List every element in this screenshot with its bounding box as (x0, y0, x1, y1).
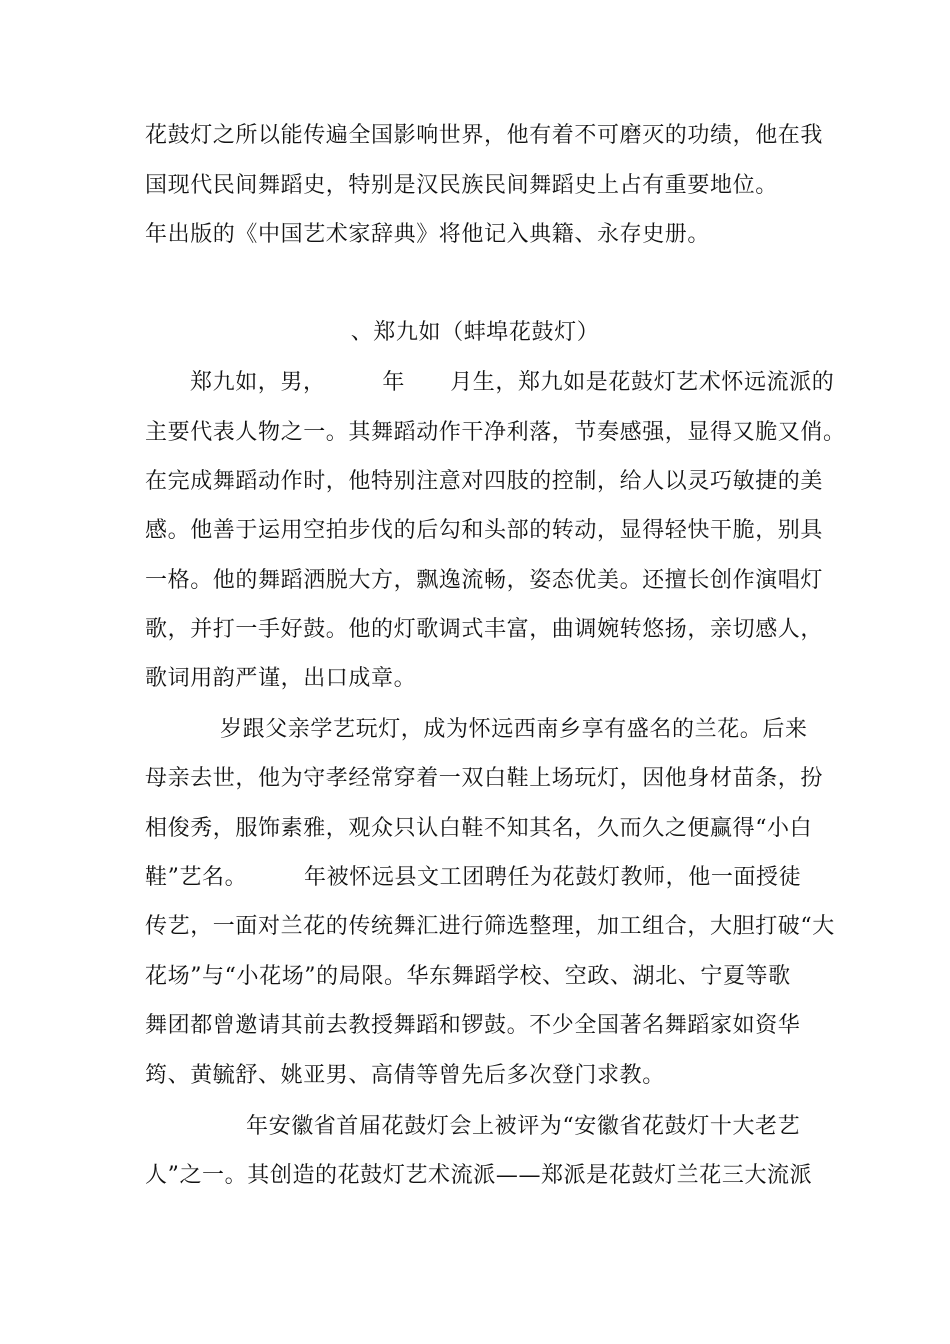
paragraph2-line-5: 传艺，一面对兰花的传统舞汇进行筛选整理，加工组合，大胆打破“大 (145, 914, 835, 939)
section-heading: 、郑九如（蚌埠花鼓灯） (350, 320, 600, 345)
paragraph1-line-6: 歌，并打一手好鼓。他的灯歌调式丰富，曲调婉转悠扬，亲切感人， (145, 617, 824, 642)
paragraph2-line-7: 舞团都曾邀请其前去教授舞蹈和锣鼓。不少全国著名舞蹈家如资华 (145, 1013, 801, 1038)
paragraph2-line-8: 筠、黄毓舒、姚亚男、高倩等曾先后多次登门求教。 (145, 1063, 665, 1088)
intro-line-2: 国现代民间舞蹈史，特别是汉民族民间舞蹈史上占有重要地位。 (145, 173, 778, 198)
paragraph1-line-4: 感。他善于运用空拍步伐的后勾和头部的转动，显得轻快干脆，别具 (145, 518, 824, 543)
paragraph2-line-6: 花场”与“小花场”的局限。华东舞蹈学校、空政、湖北、宁夏等歌 (145, 964, 791, 989)
paragraph1-line-7: 歌词用韵严谨，出口成章。 (145, 666, 417, 691)
paragraph1-line-5: 一格。他的舞蹈洒脱大方，飘逸流畅，姿态优美。还擅长创作演唱灯 (145, 568, 824, 593)
paragraph1-line-2: 主要代表人物之一。其舞蹈动作干净利落，节奏感强，显得又脆又俏。 (145, 420, 846, 445)
paragraph2-line-1: 岁跟父亲学艺玩灯，成为怀远西南乡享有盛名的兰花。后来 (220, 717, 808, 742)
paragraph2-line-4: 鞋”艺名。 年被怀远县文工团聘任为花鼓灯教师，他一面授徒 (145, 865, 802, 890)
intro-line-1: 花鼓灯之所以能传遍全国影响世界，他有着不可磨灭的功绩，他在我 (145, 123, 824, 148)
intro-line-3: 年出版的《中国艺术家辞典》将他记入典籍、永存史册。 (145, 222, 711, 247)
paragraph3-line-2: 人”之一。其创造的花鼓灯艺术流派——郑派是花鼓灯兰花三大流派 (145, 1163, 813, 1188)
paragraph1-line-3: 在完成舞蹈动作时，他特别注意对四肢的控制，给人以灵巧敏捷的美 (145, 469, 824, 494)
paragraph3-line-1: 年安徽省首届花鼓灯会上被评为“安徽省花鼓灯十大老艺 (246, 1114, 801, 1139)
paragraph2-line-3: 相俊秀，服饰素雅，观众只认白鞋不知其名，久而久之便赢得“小白 (145, 816, 813, 841)
paragraph1-line-1: 郑九如，男， 年 月生，郑九如是花鼓灯艺术怀远流派的 (190, 370, 835, 395)
paragraph2-line-2: 母亲去世，他为守孝经常穿着一双白鞋上场玩灯，因他身材苗条，扮 (145, 766, 824, 791)
